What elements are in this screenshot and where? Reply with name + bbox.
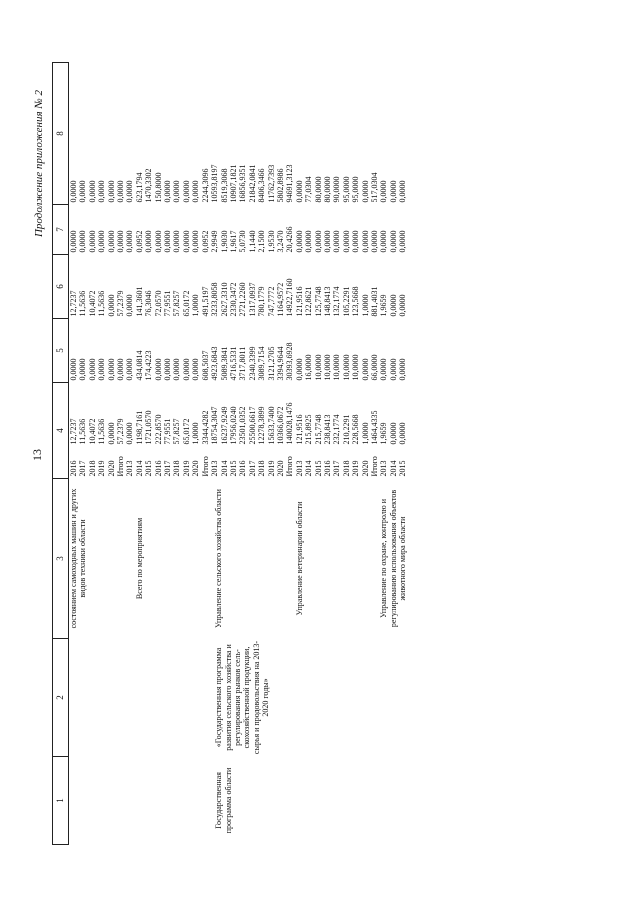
value-cell: 121,9516 xyxy=(294,286,304,317)
program-cell xyxy=(379,757,407,845)
value-cell: 10366,0672 xyxy=(275,406,285,445)
value-cell: 5089,3841 xyxy=(219,346,229,381)
value-cell: 174,4223 xyxy=(144,350,154,381)
col-header-8: 8 xyxy=(53,63,69,205)
year-cell: 2018 xyxy=(87,460,97,477)
value-cell: 0,0000 xyxy=(388,230,398,253)
program-cell xyxy=(295,757,380,845)
responsible-cell: Всего по мероприятиям xyxy=(135,517,145,600)
value-cell: 0,0000 xyxy=(191,230,201,253)
value-cell: 1,0000 xyxy=(191,422,201,445)
value-cell: 0,0000 xyxy=(125,358,135,381)
name-cell xyxy=(69,639,126,757)
value-cell: 80,0000 xyxy=(322,176,332,203)
value-cell: 16,0000 xyxy=(304,354,314,381)
year-cell: 2014 xyxy=(388,460,398,477)
value-cell: 0,0000 xyxy=(87,230,97,253)
year-cell: 2015 xyxy=(398,460,408,477)
value-cell: 517,0304 xyxy=(370,172,379,203)
value-cell: 105,2291 xyxy=(341,286,351,317)
year-cell: 2013 xyxy=(210,460,220,477)
value-cell: 11,5636 xyxy=(97,418,107,445)
value-cell: 222,8570 xyxy=(153,414,163,445)
value-cell: 2330,3472 xyxy=(228,282,238,317)
value-cell: 12,7237 xyxy=(69,418,78,445)
value-cell: 132,1774 xyxy=(332,286,342,317)
year-cell: 2016 xyxy=(238,460,248,477)
col-header-6: 6 xyxy=(53,255,69,319)
value-cell: 0,0000 xyxy=(78,230,88,253)
value-cell: 0,0000 xyxy=(163,358,173,381)
value-cell: 65,0172 xyxy=(181,290,191,317)
col-header-1: 1 xyxy=(53,757,69,845)
value-cell: 608,5037 xyxy=(200,350,210,381)
value-cell: 16856,9351 xyxy=(238,164,248,203)
value-cell: 11,5636 xyxy=(78,418,88,445)
value-cell: 1,9530 xyxy=(266,230,276,253)
value-cell: 15633,7400 xyxy=(266,406,276,445)
value-cell: 11,5636 xyxy=(97,290,107,317)
value-cell: 1198,7161 xyxy=(134,410,144,445)
value-cell: 0,0000 xyxy=(341,230,351,253)
value-cell: 0,0000 xyxy=(172,358,182,381)
value-cell: 0,0000 xyxy=(379,230,389,253)
table-row xyxy=(69,63,79,845)
value-cell: 1,9030 xyxy=(219,230,229,253)
value-cell: 12278,3899 xyxy=(257,406,267,445)
value-cell: 0,0000 xyxy=(125,230,135,253)
value-cell: 3233,8058 xyxy=(210,282,220,317)
value-cell: 215,8925 xyxy=(304,414,314,445)
value-cell: 5,0730 xyxy=(238,230,248,253)
page-number: 13 xyxy=(30,449,44,461)
value-cell: 150,8000 xyxy=(153,172,163,203)
value-cell: 18754,3047 xyxy=(210,406,220,445)
col-header-4: 4 xyxy=(53,383,69,479)
value-cell: 10,0000 xyxy=(341,354,351,381)
value-cell: 77,9551 xyxy=(163,290,173,317)
year-cell: 2019 xyxy=(266,460,276,477)
value-cell: 0,0000 xyxy=(398,180,408,203)
name-cell xyxy=(125,639,210,757)
value-cell: 1,0000 xyxy=(360,294,370,317)
value-cell: 66,0000 xyxy=(370,354,379,381)
value-cell: 0,0000 xyxy=(106,358,116,381)
year-cell: 2013 xyxy=(379,460,389,477)
value-cell: 0,0952 xyxy=(134,230,144,253)
value-cell: 8406,3466 xyxy=(257,168,267,203)
value-cell: 77,0304 xyxy=(304,176,314,203)
year-cell: 2017 xyxy=(163,460,173,477)
value-cell: 4716,5331 xyxy=(228,346,238,381)
value-cell: 80,0000 xyxy=(313,176,323,203)
year-cell: 2013 xyxy=(294,460,304,477)
year-cell: 2013 xyxy=(125,460,135,477)
program-cell xyxy=(69,757,126,845)
value-cell: 0,0000 xyxy=(388,422,398,445)
value-cell: 57,2379 xyxy=(116,418,126,445)
value-cell: 1,1440 xyxy=(247,230,257,253)
year-cell: 2016 xyxy=(69,460,78,477)
value-cell: 10,0000 xyxy=(322,354,332,381)
value-cell: 16237,9249 xyxy=(219,406,229,445)
value-cell: 23501,0352 xyxy=(238,406,248,445)
responsible-cell: Управление сельского хозяйства области xyxy=(214,489,224,628)
value-cell: 0,0000 xyxy=(294,358,304,381)
value-cell: 0,0000 xyxy=(294,230,304,253)
value-cell: 0,0000 xyxy=(172,230,182,253)
value-cell: 3717,8011 xyxy=(238,346,248,381)
col-header-3: 3 xyxy=(53,479,69,639)
value-cell: 0,0000 xyxy=(191,180,201,203)
name-cell xyxy=(379,639,407,757)
year-cell: 2020 xyxy=(360,460,370,477)
value-cell: 72,0570 xyxy=(153,290,163,317)
value-cell: 0,0000 xyxy=(181,358,191,381)
name-cell xyxy=(295,639,380,757)
year-cell: 2014 xyxy=(219,460,229,477)
value-cell: 123,5668 xyxy=(351,286,361,317)
value-cell: 0,0000 xyxy=(116,230,126,253)
value-cell: 30393,6928 xyxy=(285,342,295,381)
value-cell: 0,0000 xyxy=(370,230,379,253)
value-cell: 0,0000 xyxy=(379,358,389,381)
program-cell xyxy=(125,757,210,845)
value-cell: 10907,1821 xyxy=(228,164,238,203)
value-cell: 1721,0570 xyxy=(144,410,154,445)
value-cell: 0,0000 xyxy=(388,294,398,317)
year-cell: Итого xyxy=(200,456,210,477)
budget-table xyxy=(52,62,408,845)
year-cell: 2015 xyxy=(228,460,238,477)
year-cell: 2020 xyxy=(191,460,201,477)
value-cell: 0,0000 xyxy=(125,422,135,445)
year-cell: 2020 xyxy=(106,460,116,477)
value-cell: 0,0000 xyxy=(360,230,370,253)
value-cell: 1,0000 xyxy=(191,294,201,317)
value-cell: 0,0000 xyxy=(388,358,398,381)
col-header-7: 7 xyxy=(53,205,69,255)
value-cell: 12,7237 xyxy=(69,290,78,317)
year-cell: 2016 xyxy=(322,460,332,477)
value-cell: 210,2291 xyxy=(341,414,351,445)
value-cell: 0,0000 xyxy=(69,180,78,203)
value-cell: 2340,3399 xyxy=(247,346,257,381)
value-cell: 881,4031 xyxy=(370,286,379,317)
year-cell: 2018 xyxy=(341,460,351,477)
value-cell: 2627,3310 xyxy=(219,282,229,317)
value-cell: 0,0000 xyxy=(398,294,408,317)
value-cell: 2244,3096 xyxy=(200,168,210,203)
year-cell: 2015 xyxy=(313,460,323,477)
value-cell: 0,0000 xyxy=(379,180,389,203)
value-cell: 0,0000 xyxy=(106,230,116,253)
value-cell: 10,4072 xyxy=(87,418,97,445)
year-cell: 2018 xyxy=(172,460,182,477)
year-cell: 2014 xyxy=(134,460,144,477)
value-cell: 141,3601 xyxy=(134,286,144,317)
value-cell: 1,0000 xyxy=(360,422,370,445)
col-header-5: 5 xyxy=(53,319,69,383)
value-cell: 3089,7154 xyxy=(257,346,267,381)
value-cell: 10,4072 xyxy=(87,290,97,317)
value-cell: 10,0000 xyxy=(313,354,323,381)
value-cell: 0,0000 xyxy=(398,230,408,253)
value-cell: 77,9551 xyxy=(163,418,173,445)
value-cell: 232,1774 xyxy=(332,414,342,445)
value-cell: 90,0000 xyxy=(332,176,342,203)
responsible-cell: Управление по охране, контролю и регулированию использования объектов животного мира области xyxy=(379,489,408,628)
value-cell: 0,0000 xyxy=(125,294,135,317)
responsible-cell: Управление ветеринарии области xyxy=(294,501,304,616)
value-cell: 0,0000 xyxy=(332,230,342,253)
value-cell: 65,0172 xyxy=(181,418,191,445)
value-cell: 1470,3302 xyxy=(144,168,154,203)
value-cell: 140028,1476 xyxy=(285,402,295,445)
value-cell: 57,8257 xyxy=(172,418,182,445)
year-cell: 2015 xyxy=(144,460,154,477)
value-cell: 0,0000 xyxy=(116,180,126,203)
value-cell: 94691,3123 xyxy=(285,164,295,203)
value-cell: 3,2470 xyxy=(275,230,285,253)
value-cell: 0,0000 xyxy=(116,358,126,381)
value-cell: 0,0000 xyxy=(322,230,332,253)
value-cell: 0,0000 xyxy=(360,358,370,381)
value-cell: 0,0000 xyxy=(87,180,97,203)
value-cell: 4923,6843 xyxy=(210,346,220,381)
value-cell: 0,0000 xyxy=(398,358,408,381)
value-cell: 3344,4282 xyxy=(200,410,210,445)
value-cell: 0,0000 xyxy=(78,180,88,203)
value-cell: 121,9516 xyxy=(294,414,304,445)
table-body xyxy=(69,63,408,845)
value-cell: 11,5636 xyxy=(78,290,88,317)
value-cell: 2,1500 xyxy=(257,230,267,253)
value-cell: 1464,4335 xyxy=(370,410,379,445)
value-cell: 215,7748 xyxy=(313,414,323,445)
value-cell: 0,0000 xyxy=(144,230,154,253)
year-cell: 2017 xyxy=(247,460,257,477)
value-cell: 10,0000 xyxy=(351,354,361,381)
value-cell: 0,0000 xyxy=(97,180,107,203)
value-cell: 1164,9572 xyxy=(275,282,285,317)
value-cell: 0,0000 xyxy=(106,422,116,445)
value-cell: 0,0000 xyxy=(153,358,163,381)
year-cell: 2019 xyxy=(351,460,361,477)
value-cell: 0,0000 xyxy=(172,180,182,203)
value-cell: 76,3046 xyxy=(144,290,154,317)
value-cell: 0,0000 xyxy=(78,358,88,381)
year-cell: 2020 xyxy=(275,460,285,477)
value-cell: 11762,7393 xyxy=(266,164,276,203)
value-cell: 10593,8197 xyxy=(210,164,220,203)
value-cell: 14922,7160 xyxy=(285,278,295,317)
value-cell: 0,0000 xyxy=(97,230,107,253)
year-cell: Итого xyxy=(116,456,126,477)
value-cell: 228,5668 xyxy=(351,414,361,445)
value-cell: 20,4266 xyxy=(285,226,295,253)
table-row xyxy=(210,63,219,845)
year-cell: 2017 xyxy=(332,460,342,477)
value-cell: 2,9949 xyxy=(210,230,220,253)
year-cell: Итого xyxy=(285,456,295,477)
value-cell: 0,0000 xyxy=(181,230,191,253)
value-cell: 0,0000 xyxy=(294,180,304,203)
value-cell: 3394,9644 xyxy=(275,346,285,381)
year-cell: Итого xyxy=(370,456,379,477)
value-cell: 8519,3068 xyxy=(219,168,229,203)
value-cell: 0,0000 xyxy=(398,422,408,445)
value-cell: 2721,2260 xyxy=(238,282,248,317)
responsible-cell: состоянием самоходных машин и других видов техники области xyxy=(69,488,88,629)
value-cell: 1,9617 xyxy=(228,230,238,253)
value-cell: 57,8257 xyxy=(172,290,182,317)
year-cell: 2018 xyxy=(257,460,267,477)
table-row xyxy=(125,63,134,845)
table-row xyxy=(379,63,388,845)
value-cell: 0,0000 xyxy=(106,180,116,203)
year-cell: 2019 xyxy=(181,460,191,477)
value-cell: 0,0000 xyxy=(87,358,97,381)
value-cell: 17956,0240 xyxy=(228,406,238,445)
header-row xyxy=(53,63,69,845)
value-cell: 95,0000 xyxy=(351,176,361,203)
col-header-2: 2 xyxy=(53,639,69,757)
value-cell: 1,9659 xyxy=(379,422,389,445)
value-cell: 0,0000 xyxy=(388,180,398,203)
value-cell: 0,0000 xyxy=(69,358,78,381)
value-cell: 623,1794 xyxy=(134,172,144,203)
value-cell: 0,0000 xyxy=(69,230,78,253)
year-cell: 2019 xyxy=(97,460,107,477)
value-cell: 0,0000 xyxy=(163,230,173,253)
value-cell: 21842,0841 xyxy=(247,164,257,203)
value-cell: 1317,0937 xyxy=(247,282,257,317)
year-cell: 2017 xyxy=(78,460,88,477)
value-cell: 238,8413 xyxy=(322,414,332,445)
value-cell: 0,0000 xyxy=(191,358,201,381)
value-cell: 10,0000 xyxy=(332,354,342,381)
value-cell: 0,0000 xyxy=(163,180,173,203)
value-cell: 3121,2705 xyxy=(266,346,276,381)
value-cell: 57,2379 xyxy=(116,290,126,317)
continuation-note: Продолжение приложения № 2 xyxy=(33,90,45,238)
value-cell: 0,0000 xyxy=(313,230,323,253)
value-cell: 434,0814 xyxy=(134,350,144,381)
value-cell: 122,8621 xyxy=(304,286,314,317)
value-cell: 0,0000 xyxy=(304,230,314,253)
value-cell: 1,9659 xyxy=(379,294,389,317)
value-cell: 125,7748 xyxy=(313,286,323,317)
value-cell: 95,0000 xyxy=(341,176,351,203)
year-cell: 2016 xyxy=(153,460,163,477)
value-cell: 0,0000 xyxy=(360,180,370,203)
value-cell: 0,0000 xyxy=(153,230,163,253)
value-cell: 0,0000 xyxy=(106,294,116,317)
value-cell: 0,0000 xyxy=(125,180,135,203)
value-cell: 491,5197 xyxy=(200,286,210,317)
value-cell: 780,1779 xyxy=(257,286,267,317)
name-cell: «Государственная программа развития сельского хозяйства и регулирования рынков сель- скохозяйственной продукции, сырья и продовольствия на 2013-2020 годы» xyxy=(214,640,271,755)
value-cell: 148,8413 xyxy=(322,286,332,317)
program-cell: Государственная программа области xyxy=(214,767,233,834)
value-cell: 5802,8986 xyxy=(275,168,285,203)
value-cell: 747,7772 xyxy=(266,286,276,317)
table-row xyxy=(295,63,304,845)
year-cell: 2014 xyxy=(304,460,314,477)
value-cell: 0,0000 xyxy=(97,358,107,381)
value-cell: 0,0000 xyxy=(181,180,191,203)
value-cell: 25500,6617 xyxy=(247,406,257,445)
value-cell: 0,0000 xyxy=(351,230,361,253)
value-cell: 0,0952 xyxy=(200,230,210,253)
